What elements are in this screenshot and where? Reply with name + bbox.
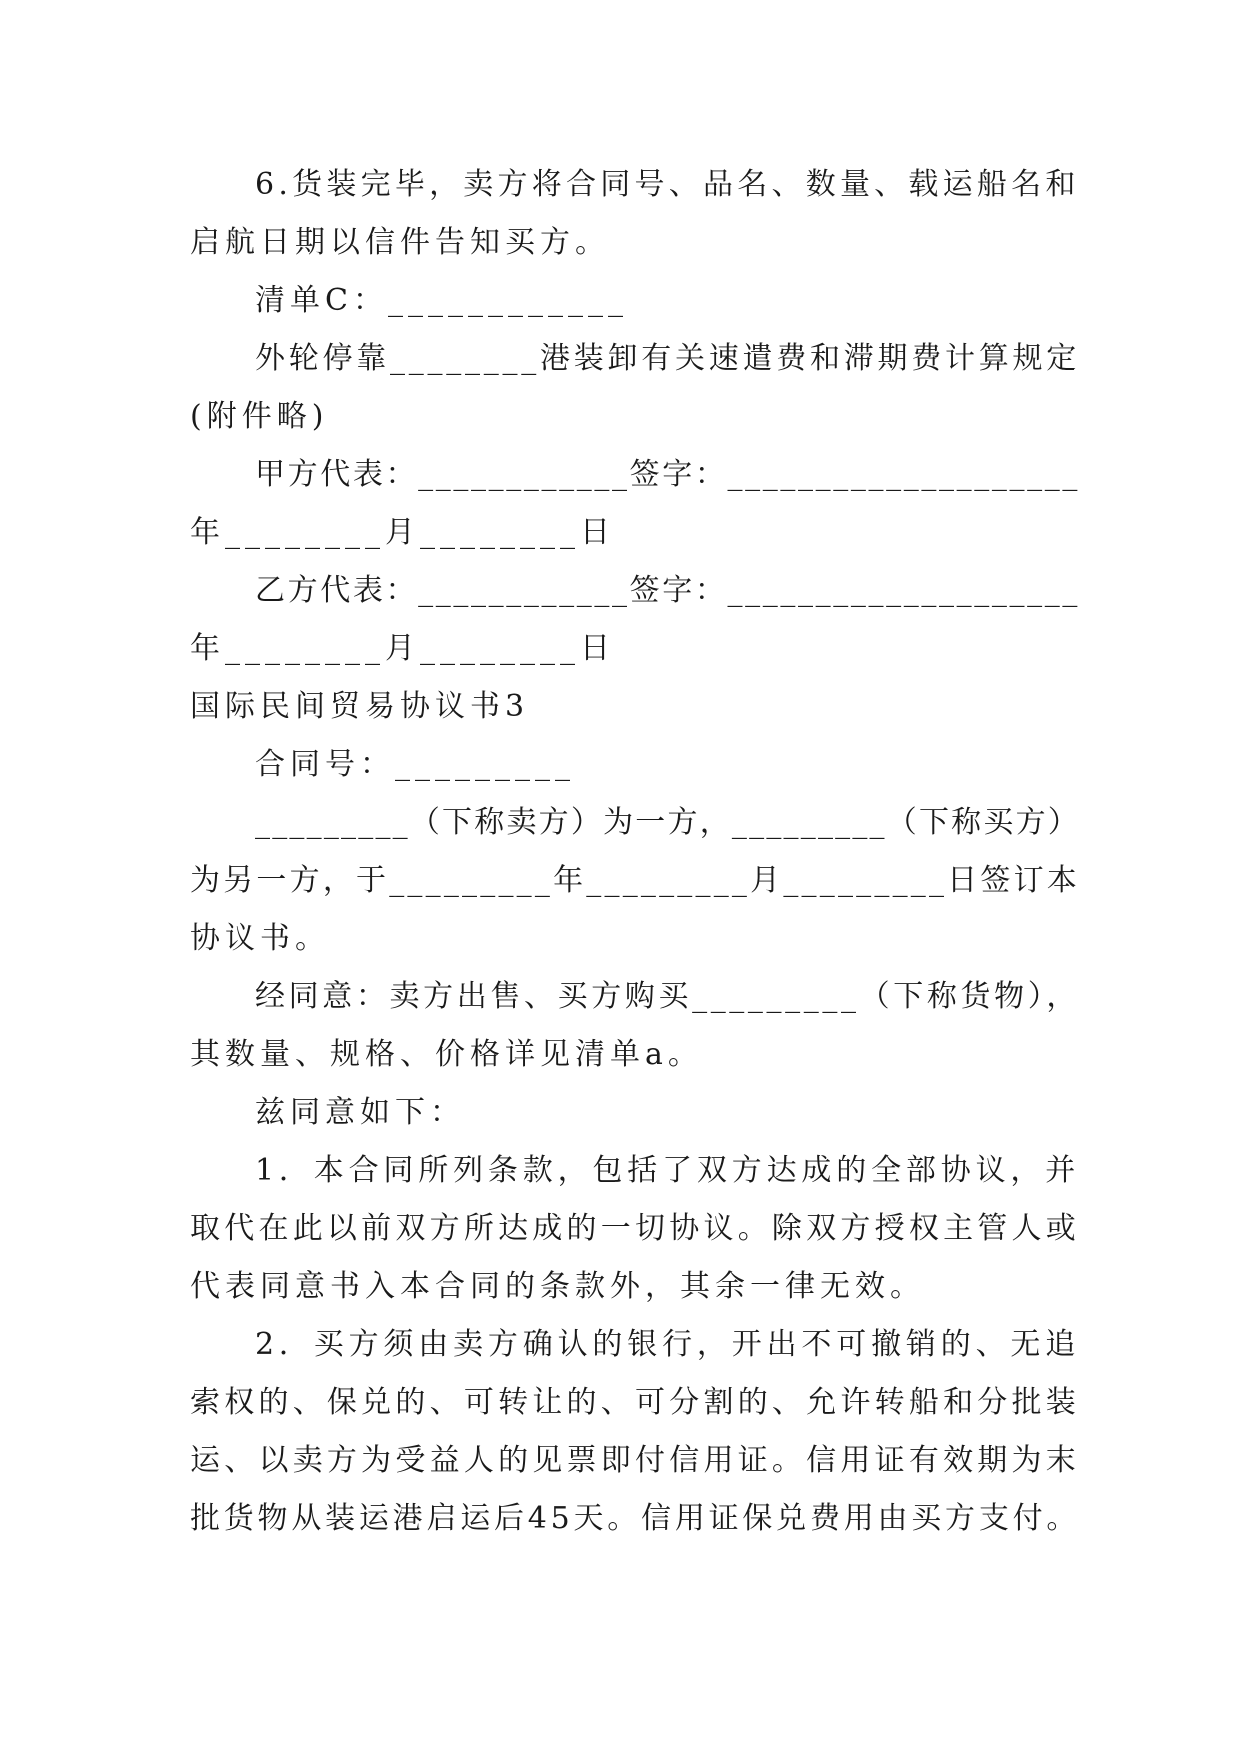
text-line: 兹同意如下：: [255, 1095, 465, 1130]
text-line: 外轮停靠________港装卸有关速遣费和滞期费计算规定: [255, 341, 1080, 376]
text-line: 乙方代表：____________签字：____________________: [255, 573, 1080, 608]
text-line: 2．买方须由卖方确认的银行，开出不可撤销的、无追: [255, 1327, 1081, 1362]
text-line: 批货物从装运港启运后45天。信用证保兑费用由买方支付。: [190, 1501, 1081, 1536]
section-title: 国际民间贸易协议书3: [190, 689, 530, 724]
text-line: 取代在此以前双方所达成的一切协议。除双方授权主管人或: [190, 1211, 1080, 1246]
text-line: 索权的、保兑的、可转让的、可分割的、允许转船和分批装: [190, 1385, 1080, 1420]
text-line: _________（下称卖方）为一方，_________（下称买方）: [255, 805, 1080, 840]
text-line: (附件略): [190, 399, 329, 434]
text-line: 为另一方，于_________年_________月_________日签订本: [190, 863, 1080, 898]
text-line: 运、以卖方为受益人的见票即付信用证。信用证有效期为末: [190, 1443, 1080, 1478]
text-line: 甲方代表：____________签字：____________________: [255, 457, 1080, 492]
text-line: 年________月________日: [190, 515, 615, 550]
text-line: 启航日期以信件告知买方。: [190, 225, 610, 260]
text-line: 年________月________日: [190, 631, 615, 666]
text-line: 1．本合同所列条款，包括了双方达成的全部协议，并: [255, 1153, 1081, 1188]
text-line: 代表同意书入本合同的条款外，其余一律无效。: [190, 1269, 925, 1304]
text-line: 清单C：____________: [255, 283, 628, 318]
text-line: 合同号：_________: [255, 747, 575, 782]
text-line: 6.货装完毕，卖方将合同号、品名、数量、载运船名和: [255, 167, 1080, 202]
text-line: 经同意：卖方出售、买方购买_________（下称货物），: [255, 979, 1080, 1014]
text-line: 协议书。: [190, 921, 330, 956]
text-line: 其数量、规格、价格详见清单a。: [190, 1037, 703, 1072]
